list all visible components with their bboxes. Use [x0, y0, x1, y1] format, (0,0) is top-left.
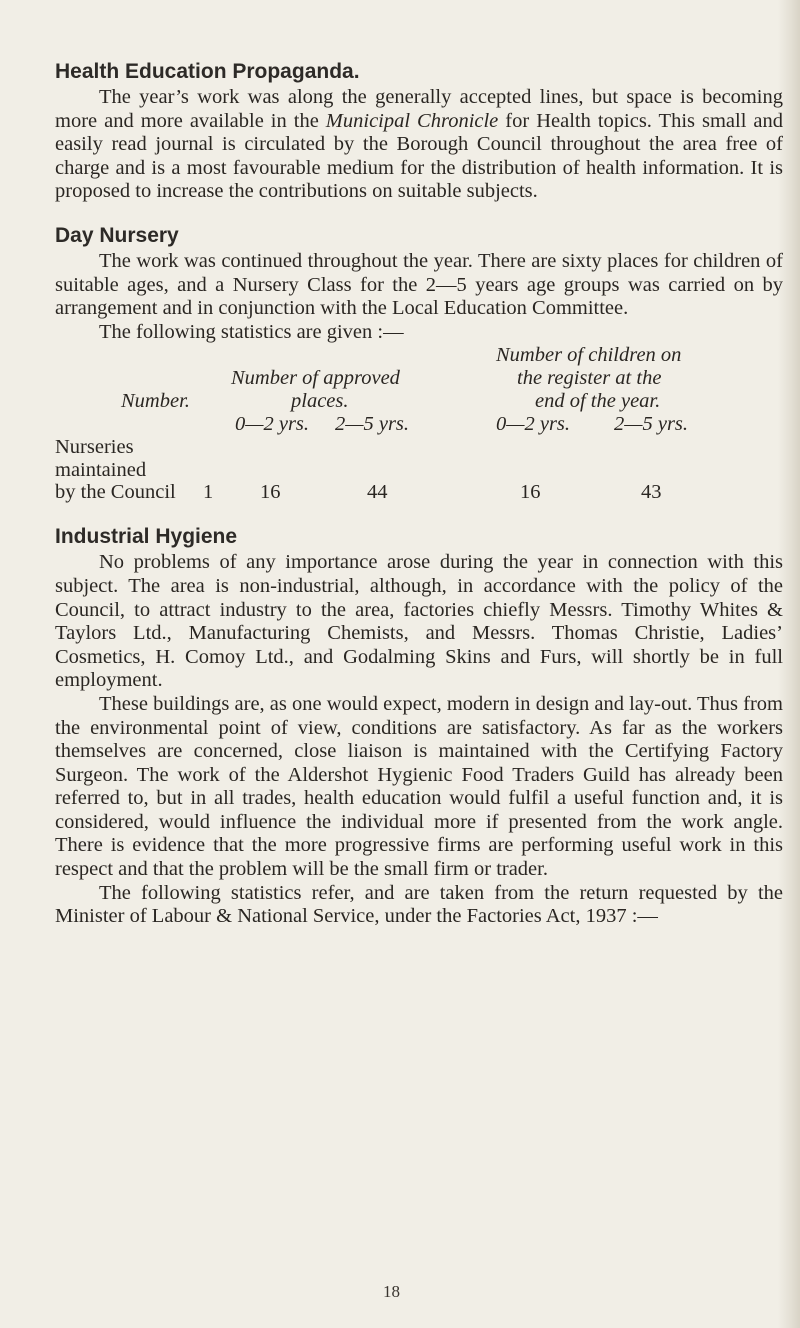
heading-industrial-hygiene: Industrial Hygiene: [55, 525, 238, 549]
row-label-line2: maintained: [55, 459, 147, 482]
col-header-number: Number.: [121, 390, 190, 413]
age-header-approved-0-2: 0—2 yrs.: [235, 413, 310, 436]
col-header-register-line2: the register at the: [517, 367, 662, 390]
municipal-chronicle-title: Municipal Chronicle: [325, 109, 499, 132]
col-header-approved-line1: Number of approved: [231, 367, 400, 390]
col-header-approved-line2: places.: [291, 390, 349, 413]
industrial-hygiene-paragraph-3: The following statistics refer, and are taken from the return requested by the Minister of Labour & National Service, under the Factories Act, 1937 :—: [55, 881, 783, 928]
nursery-stats-table: [55, 344, 783, 482]
document-page: [55, 58, 783, 929]
col-header-register-line3: end of the year.: [535, 390, 661, 413]
heading-day-nursery: Day Nursery: [55, 223, 179, 247]
value-register-0-2: 16: [520, 481, 541, 504]
value-register-2-5: 43: [641, 481, 662, 504]
value-approved-2-5: 44: [367, 481, 388, 504]
nursery-stats-values-row: [55, 481, 783, 505]
health-education-text-end: for Health topics. This small and easily read journal is circulated by the Borough Council throughout the area free of charge and is a most favourable medium for the distribution of health information. It is proposed to increase the contributions on suitable subjects.: [55, 109, 783, 203]
value-approved-0-2: 16: [260, 481, 281, 504]
col-header-register-line1: Number of children on: [496, 344, 682, 367]
row-label-line3: by the Council: [55, 481, 176, 504]
age-header-register-2-5: 2—5 yrs.: [614, 413, 689, 436]
page-number: 18: [383, 1282, 400, 1301]
value-number: 1: [203, 481, 214, 504]
age-header-register-0-2: 0—2 yrs.: [496, 413, 571, 436]
age-header-approved-2-5: 2—5 yrs.: [335, 413, 410, 436]
row-label-line1: Nurseries: [55, 436, 134, 459]
heading-health-education: Health Education Propaganda.: [55, 60, 360, 83]
day-nursery-paragraph: The work was continued throughout the year. There are sixty places for children of suitable ages, and a Nursery Class for the 2—5 years age groups was carried on by arrangement and in conjunction with the Local Education Committee.: [55, 249, 783, 320]
stats-intro: The following statistics are given :—: [99, 320, 404, 343]
industrial-hygiene-paragraph-1: No problems of any importance arose during the year in connection with this subject. The area is non-industrial, although, in accordance with the policy of the Council, to attract industry to the area, factories chiefly Messrs. Timothy Whites & Taylors Ltd., Manufacturing Chemists, and Messrs. Thomas Christie, Ladies’ Cosmetics, H. Comoy Ltd., and Godalming Skins and Furs, will shortly be in full employment.: [55, 551, 783, 692]
health-education-paragraph: [55, 86, 783, 204]
industrial-hygiene-paragraph-2: These buildings are, as one would expect, modern in design and lay-out. Thus from the environmental point of view, conditions are satisfactory. As far as the workers themselves are concerned, close liaison is maintained with the Certifying Factory Surgeon. The work of the Aldershot Hygienic Food Traders Guild has already been referred to, but in all trades, health education would fulfil a useful function and, it is considered, would influence the individual more if presented from the work angle. There is evidence that the more progressive firms are performing useful work in this respect and that the problem will be the small firm or trader.: [55, 692, 783, 881]
health-education-text-start: The year’s work was along the generally accepted lines, but space is becoming more and more available in the: [55, 86, 783, 132]
